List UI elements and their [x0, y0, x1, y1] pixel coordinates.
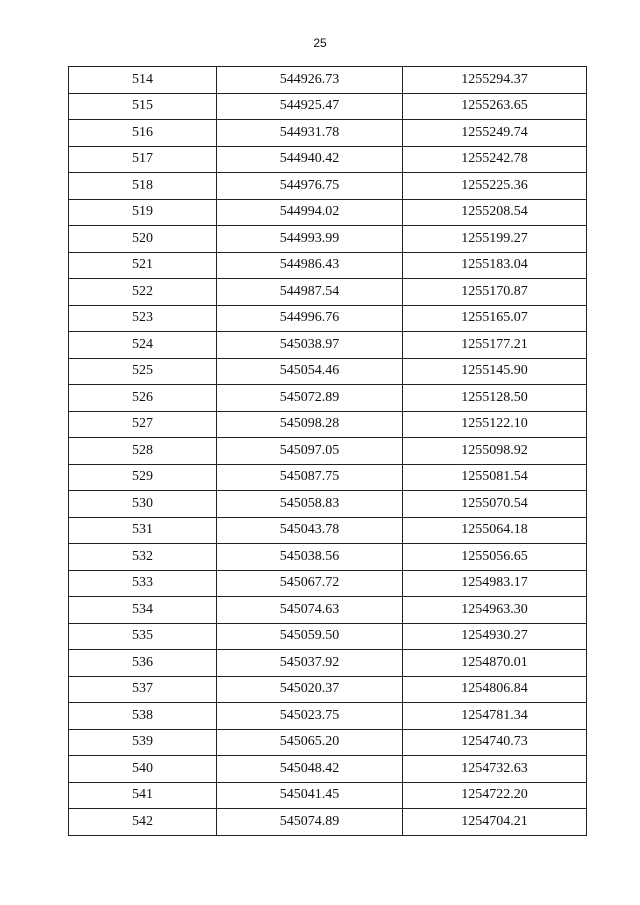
y-coordinate-cell: 1255225.36	[403, 173, 587, 200]
x-coordinate-cell: 544940.42	[217, 146, 403, 173]
point-number-cell: 522	[69, 279, 217, 306]
x-coordinate-cell: 545098.28	[217, 411, 403, 438]
table-row	[69, 729, 587, 756]
point-number-cell: 516	[69, 120, 217, 147]
table-row	[69, 67, 587, 94]
point-number-cell: 525	[69, 358, 217, 385]
point-number-cell: 521	[69, 252, 217, 279]
point-number-cell: 539	[69, 729, 217, 756]
x-coordinate-cell: 544993.99	[217, 226, 403, 253]
y-coordinate-cell: 1255199.27	[403, 226, 587, 253]
point-number-cell: 514	[69, 67, 217, 94]
y-coordinate-cell: 1254870.01	[403, 650, 587, 677]
point-number-cell: 515	[69, 93, 217, 120]
coordinates-table	[68, 66, 587, 836]
table-row	[69, 623, 587, 650]
point-number-cell: 528	[69, 438, 217, 465]
y-coordinate-cell: 1255208.54	[403, 199, 587, 226]
y-coordinate-cell: 1254732.63	[403, 756, 587, 783]
point-number-cell: 542	[69, 809, 217, 836]
table-row	[69, 756, 587, 783]
point-number-cell: 538	[69, 703, 217, 730]
y-coordinate-cell: 1255098.92	[403, 438, 587, 465]
y-coordinate-cell: 1255249.74	[403, 120, 587, 147]
table-row	[69, 597, 587, 624]
point-number-cell: 527	[69, 411, 217, 438]
point-number-cell: 518	[69, 173, 217, 200]
table-row	[69, 252, 587, 279]
y-coordinate-cell: 1254781.34	[403, 703, 587, 730]
table-row	[69, 464, 587, 491]
x-coordinate-cell: 544996.76	[217, 305, 403, 332]
point-number-cell: 536	[69, 650, 217, 677]
x-coordinate-cell: 545067.72	[217, 570, 403, 597]
x-coordinate-cell: 545059.50	[217, 623, 403, 650]
table-row	[69, 305, 587, 332]
x-coordinate-cell: 545023.75	[217, 703, 403, 730]
y-coordinate-cell: 1255242.78	[403, 146, 587, 173]
table-row	[69, 358, 587, 385]
x-coordinate-cell: 544931.78	[217, 120, 403, 147]
x-coordinate-cell: 545074.89	[217, 809, 403, 836]
y-coordinate-cell: 1254740.73	[403, 729, 587, 756]
x-coordinate-cell: 544986.43	[217, 252, 403, 279]
table-row	[69, 544, 587, 571]
table-row	[69, 438, 587, 465]
x-coordinate-cell: 544994.02	[217, 199, 403, 226]
y-coordinate-cell: 1255070.54	[403, 491, 587, 518]
x-coordinate-cell: 545038.97	[217, 332, 403, 359]
table-row	[69, 173, 587, 200]
y-coordinate-cell: 1254963.30	[403, 597, 587, 624]
point-number-cell: 523	[69, 305, 217, 332]
point-number-cell: 533	[69, 570, 217, 597]
x-coordinate-cell: 545037.92	[217, 650, 403, 677]
x-coordinate-cell: 544976.75	[217, 173, 403, 200]
point-number-cell: 535	[69, 623, 217, 650]
x-coordinate-cell: 545087.75	[217, 464, 403, 491]
table-row	[69, 703, 587, 730]
y-coordinate-cell: 1255177.21	[403, 332, 587, 359]
y-coordinate-cell: 1255122.10	[403, 411, 587, 438]
table-row	[69, 517, 587, 544]
table-row	[69, 226, 587, 253]
y-coordinate-cell: 1255263.65	[403, 93, 587, 120]
y-coordinate-cell: 1255170.87	[403, 279, 587, 306]
table-row	[69, 279, 587, 306]
y-coordinate-cell: 1255081.54	[403, 464, 587, 491]
table-row	[69, 332, 587, 359]
table-row	[69, 491, 587, 518]
point-number-cell: 520	[69, 226, 217, 253]
x-coordinate-cell: 545048.42	[217, 756, 403, 783]
y-coordinate-cell: 1254930.27	[403, 623, 587, 650]
x-coordinate-cell: 544925.47	[217, 93, 403, 120]
y-coordinate-cell: 1255294.37	[403, 67, 587, 94]
table-row	[69, 411, 587, 438]
y-coordinate-cell: 1254722.20	[403, 782, 587, 809]
point-number-cell: 517	[69, 146, 217, 173]
y-coordinate-cell: 1255183.04	[403, 252, 587, 279]
x-coordinate-cell: 545097.05	[217, 438, 403, 465]
y-coordinate-cell: 1254806.84	[403, 676, 587, 703]
table-row	[69, 809, 587, 836]
point-number-cell: 529	[69, 464, 217, 491]
table-row	[69, 650, 587, 677]
point-number-cell: 531	[69, 517, 217, 544]
table-row	[69, 120, 587, 147]
point-number-cell: 519	[69, 199, 217, 226]
point-number-cell: 532	[69, 544, 217, 571]
point-number-cell: 541	[69, 782, 217, 809]
x-coordinate-cell: 545065.20	[217, 729, 403, 756]
x-coordinate-cell: 544926.73	[217, 67, 403, 94]
y-coordinate-cell: 1254704.21	[403, 809, 587, 836]
table-row	[69, 570, 587, 597]
point-number-cell: 537	[69, 676, 217, 703]
point-number-cell: 524	[69, 332, 217, 359]
table-row	[69, 782, 587, 809]
y-coordinate-cell: 1255056.65	[403, 544, 587, 571]
x-coordinate-cell: 545072.89	[217, 385, 403, 412]
x-coordinate-cell: 545038.56	[217, 544, 403, 571]
coordinates-table-body	[69, 67, 587, 836]
point-number-cell: 526	[69, 385, 217, 412]
y-coordinate-cell: 1255064.18	[403, 517, 587, 544]
table-row	[69, 93, 587, 120]
x-coordinate-cell: 545054.46	[217, 358, 403, 385]
x-coordinate-cell: 545058.83	[217, 491, 403, 518]
y-coordinate-cell: 1254983.17	[403, 570, 587, 597]
x-coordinate-cell: 545074.63	[217, 597, 403, 624]
y-coordinate-cell: 1255145.90	[403, 358, 587, 385]
x-coordinate-cell: 545043.78	[217, 517, 403, 544]
y-coordinate-cell: 1255128.50	[403, 385, 587, 412]
point-number-cell: 534	[69, 597, 217, 624]
x-coordinate-cell: 545041.45	[217, 782, 403, 809]
table-row	[69, 199, 587, 226]
table-row	[69, 676, 587, 703]
y-coordinate-cell: 1255165.07	[403, 305, 587, 332]
page-number: 25	[313, 36, 327, 50]
table-row	[69, 146, 587, 173]
x-coordinate-cell: 545020.37	[217, 676, 403, 703]
point-number-cell: 540	[69, 756, 217, 783]
table-row	[69, 385, 587, 412]
point-number-cell: 530	[69, 491, 217, 518]
x-coordinate-cell: 544987.54	[217, 279, 403, 306]
